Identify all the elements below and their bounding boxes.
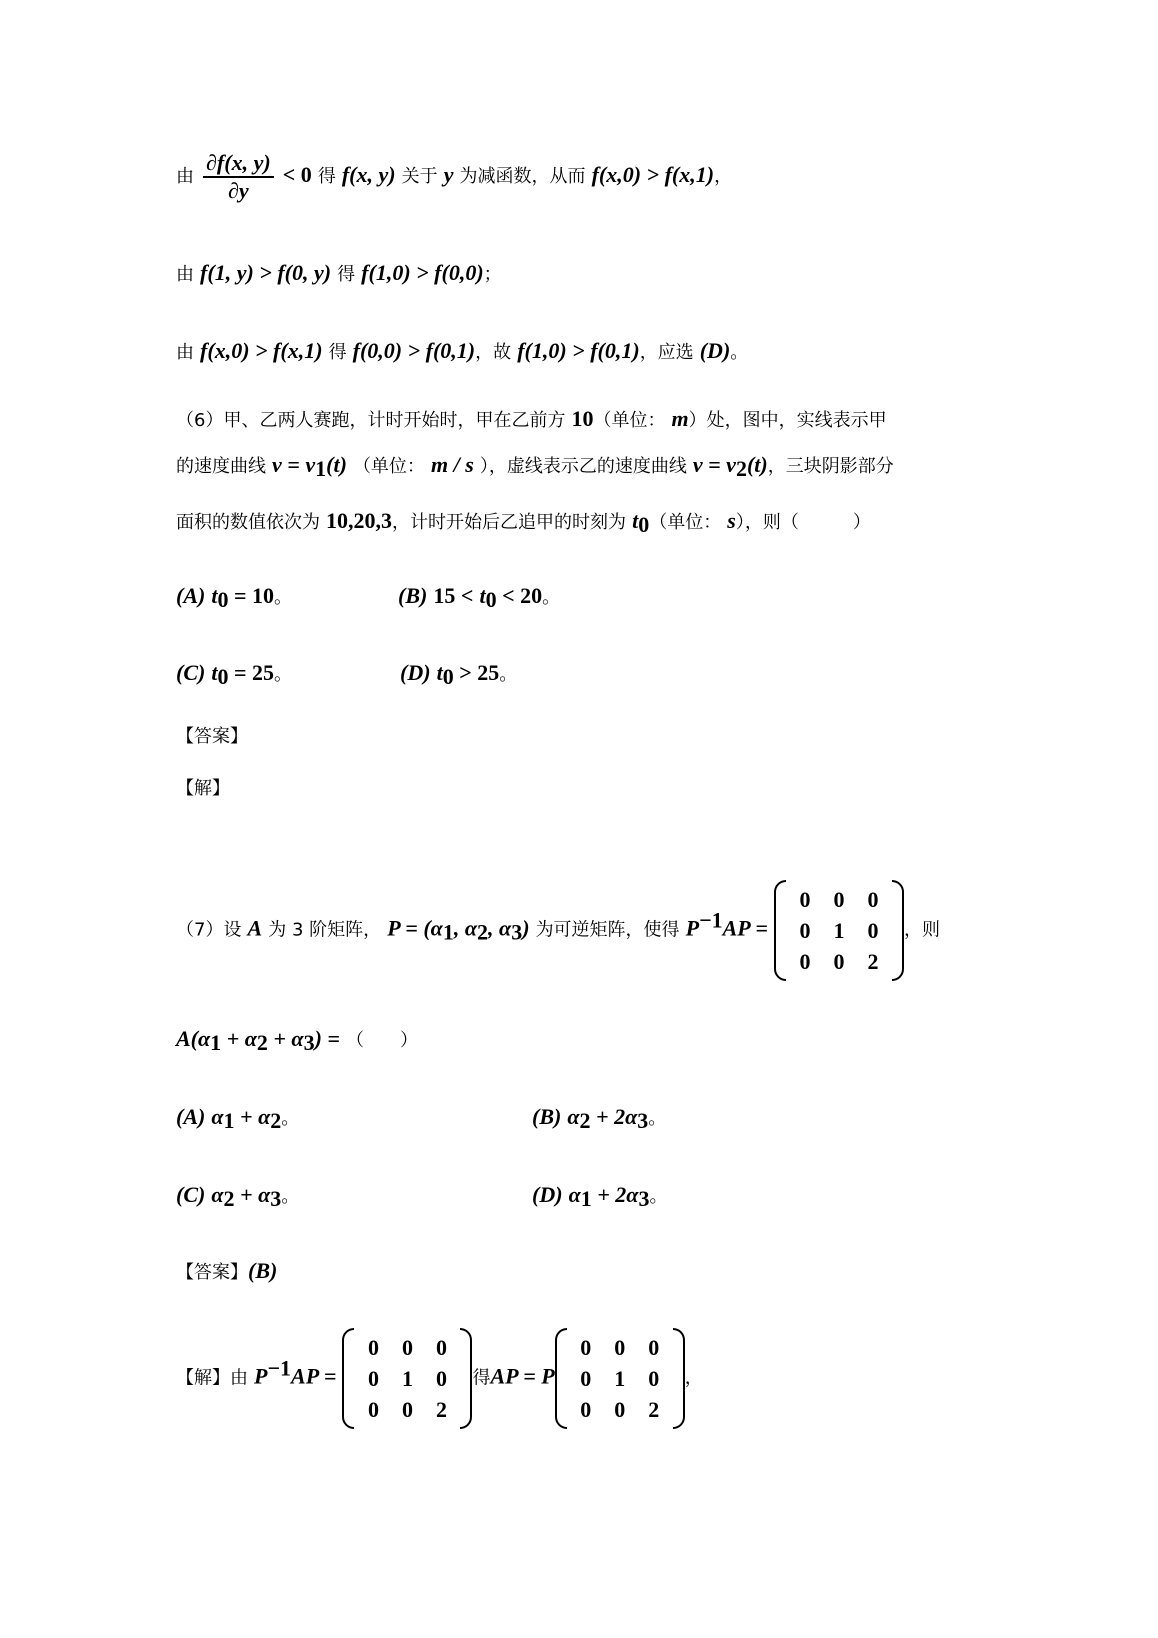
- matrix-entry: 0: [580, 1397, 592, 1422]
- question-6-option-b[interactable]: (B) $15 < t_0 < 20$。: [398, 583, 561, 612]
- matrix-entry: 0: [799, 887, 811, 912]
- matrix-row: [356, 1332, 458, 1363]
- question-7-line-1: （7）设 A 为 3 阶矩阵， $P = (\alpha_1$, $\alpha_2$, $\alpha_3$) 为可逆矩阵，使得 $P^{-1}AP$ = 0 0 0 0 1 0 0 0 2 ，则: [176, 880, 940, 981]
- matrix-entry: 2: [867, 949, 879, 974]
- matrix-entry: 0: [580, 1335, 592, 1360]
- matrix-row: [788, 946, 890, 977]
- question-7-option-b[interactable]: (B) $\alpha_2 + 2\alpha_3$。: [532, 1104, 667, 1133]
- matrix-entry: 2: [435, 1397, 447, 1422]
- question-7-option-a[interactable]: (A) $\alpha_1 + \alpha_2$。: [176, 1104, 300, 1133]
- matrix-row: [569, 1363, 671, 1394]
- question-6-line-3: 面积的数值依次为 10,20,3，计时开始后乙追甲的时刻为 $t_0$（单位： s），则（ ）: [176, 508, 871, 537]
- question-6-option-d[interactable]: (D) $t_0 > 25$。: [400, 660, 518, 689]
- partial-derivative-fraction: $\frac{\partial f(x, y)}{\partial y}$: [203, 152, 274, 202]
- question-7-option-d[interactable]: (D) $\alpha_1 + 2\alpha_3$。: [532, 1182, 668, 1211]
- matrix-entry: 0: [614, 1335, 626, 1360]
- matrix-entry: 0: [401, 1335, 413, 1360]
- matrix-entry: 0: [867, 918, 879, 943]
- derivation-line-3: 由 f(x,0) > f(x,1) 得 f(0,0) > f(0,1)，故 f(1,0) > f(0,1)，应选 (D)。: [176, 338, 749, 363]
- matrix-row: [356, 1394, 458, 1425]
- matrix-entry: 0: [614, 1397, 626, 1422]
- question-7-solution: 【解】由 $P^{-1}AP$ = 0 0 0 0 1 0 0 0 2 得AP = P 0 0 0 0 1 0 0 0 2 ，: [176, 1328, 703, 1429]
- question-6-answer-label: 【答案】: [176, 726, 248, 747]
- matrix-entry: 0: [867, 887, 879, 912]
- matrix-entry: 0: [367, 1335, 379, 1360]
- matrix-row: [788, 915, 890, 946]
- question-6-line-2: 的速度曲线 $v = v_1(t)$ （单位： m / s ），虚线表示乙的速度曲线 $v = v_2(t)$，三块阴影部分: [176, 452, 894, 481]
- matrix-row: [569, 1394, 671, 1425]
- matrix-entry: 1: [401, 1366, 413, 1391]
- question-6-option-c[interactable]: (C) $t_0 = 25$。: [176, 660, 293, 689]
- matrix-entry: 0: [435, 1335, 447, 1360]
- matrix-row: [569, 1332, 671, 1363]
- derivation-line-2: 由 f(1, y) > f(0, y) 得 f(1,0) > f(0,0)；: [176, 260, 502, 285]
- matrix-entry: 0: [401, 1397, 413, 1422]
- question-6-line-1: （6）甲、乙两人赛跑，计时开始时，甲在乙前方 10（单位： m）处，图中，实线表示甲: [176, 406, 887, 431]
- diagonal-matrix: [774, 880, 904, 981]
- matrix-entry: 0: [367, 1397, 379, 1422]
- matrix-entry: 2: [648, 1397, 660, 1422]
- matrix-row: [788, 884, 890, 915]
- question-6-option-a[interactable]: (A) $t_0 = 10$。: [176, 583, 293, 612]
- matrix-entry: 0: [367, 1366, 379, 1391]
- derivation-line-1: 由 $\frac{\partial f(x, y)}{\partial y}$ < 0 得 f(x, y) 关于 y 为减函数，从而 f(x,0) > f(x,1)，: [176, 150, 733, 203]
- matrix-entry: 1: [614, 1366, 626, 1391]
- matrix-entry: 0: [648, 1366, 660, 1391]
- matrix-entry: 0: [799, 949, 811, 974]
- question-7-option-c[interactable]: (C) $\alpha_2 + \alpha_3$。: [176, 1182, 300, 1211]
- question-7-answer: 【答案】(B): [176, 1258, 278, 1283]
- matrix-entry: 0: [648, 1335, 660, 1360]
- question-7-line-2: $A(\alpha_1 + \alpha_2 + \alpha_3)$ = （ ）: [176, 1026, 419, 1055]
- matrix-entry: 1: [833, 918, 845, 943]
- matrix-entry: 0: [833, 949, 845, 974]
- matrix-entry: 0: [833, 887, 845, 912]
- matrix-row: [356, 1363, 458, 1394]
- question-6-solution-label: 【解】: [176, 778, 230, 799]
- matrix-entry: 0: [435, 1366, 447, 1391]
- matrix-entry: 0: [799, 918, 811, 943]
- solution-matrix-right: [555, 1328, 685, 1429]
- solution-matrix-left: [342, 1328, 472, 1429]
- matrix-entry: 0: [580, 1366, 592, 1391]
